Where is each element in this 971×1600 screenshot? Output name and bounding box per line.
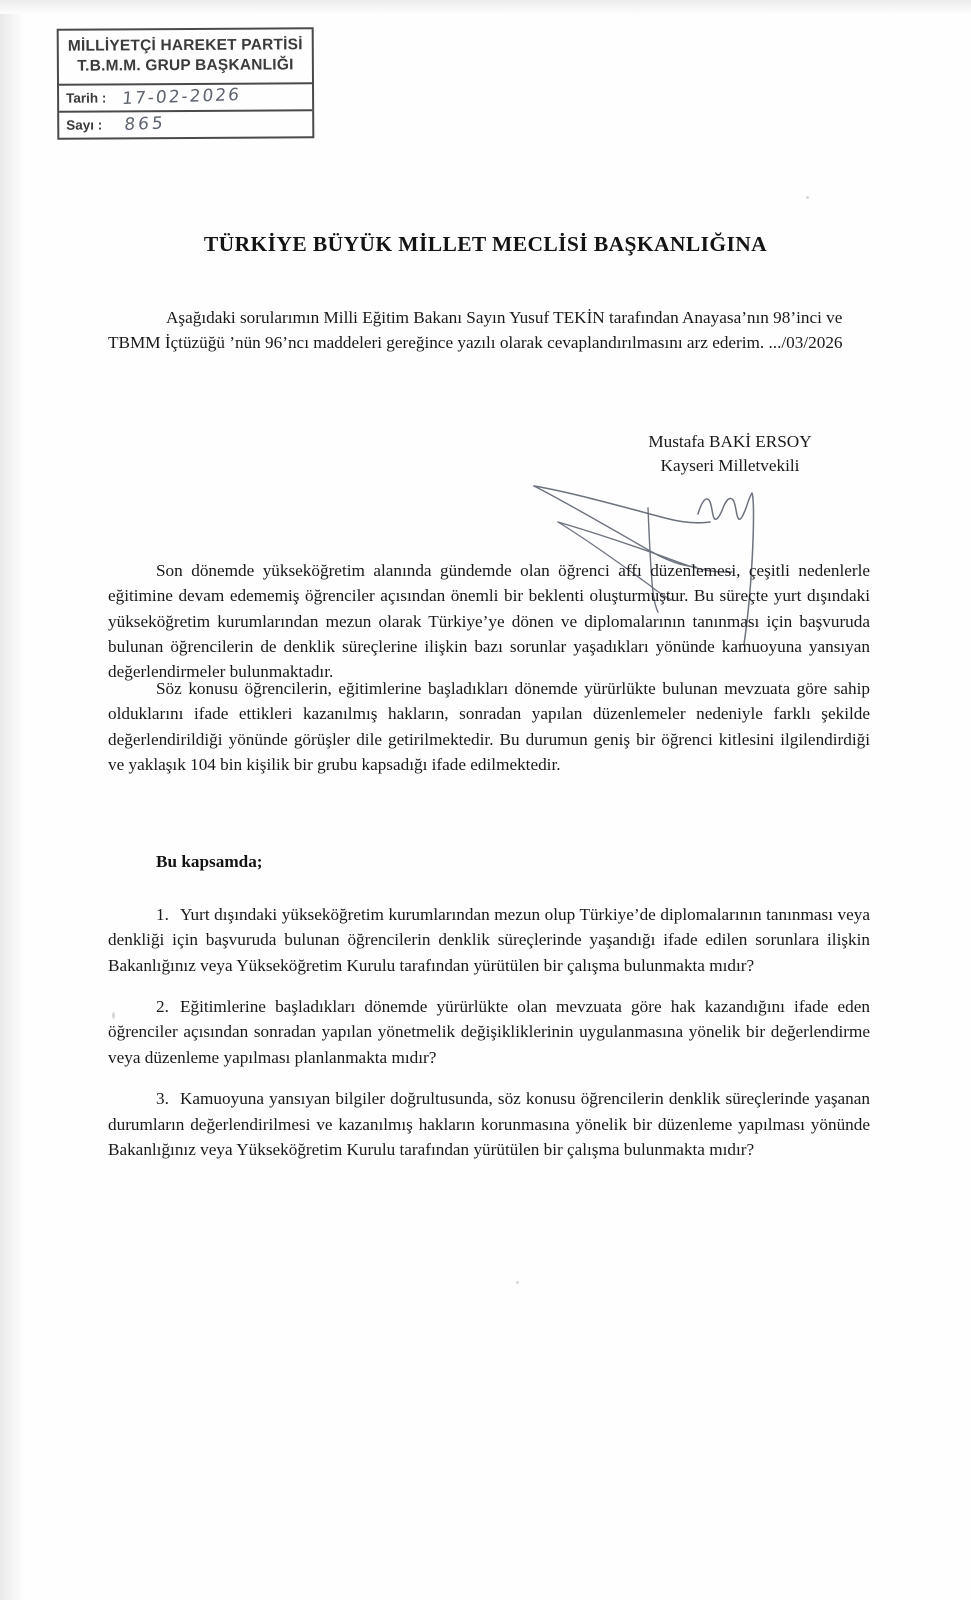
signer-name: Mustafa BAKİ ERSOY <box>648 432 812 451</box>
stamp-number-value: 865 <box>123 113 167 136</box>
scan-speckle <box>806 196 809 199</box>
question-item-2 <box>108 994 870 1070</box>
stamp-number-row <box>59 111 312 138</box>
paragraph-2-text: Söz konusu öğrencilerin, eğitimlerine başladıkları dönemde yürürlükte bulunan mevzuata göre sahip olduklarını ifade ettikleri kazanılmış hakların, sonradan yapılan düzenlemeler nedeniyle farklı şekilde değerlendirildiği yönünde görüşler dile getirilmektedir. Bu durumun geniş bir öğrenci kitlesini ilgilendirdiği ve yaklaşık 104 bin kişilik bir grubu kapsadığı ifade edilmektedir. <box>108 679 870 775</box>
body-paragraph-1 <box>108 558 870 685</box>
body-paragraph-2 <box>108 676 870 777</box>
question-3-text: Kamuoyuna yansıyan bilgiler doğrultusunda, söz konusu öğrencilerin denklik süreçlerinde yaşanan durumların değerlendirilmesi ve kazanılmış hakların korunmasına yönelik bir düzenleme yapılması yönünde Bakanlığınız veya Yükseköğretim Kurulu tarafından yürütülen bir çalışma bulunmakta mıdır? <box>108 1089 870 1159</box>
received-stamp <box>57 27 315 139</box>
paragraph-1-text: Son dönemde yükseköğretim alanında gündemde olan öğrenci affı düzenlemesi, çeşitli nedenlerle eğitimine devam edememiş öğrenciler açısından önemli bir beklenti oluşturmuştur. Bu süreçte yurt dışındaki yükseköğretim kurumlarından mezun olarak Türkiye’ye dönen ve diplomalarının tanınması için başvuruda bulunan öğrencilerin de denklik süreçlerine ilişkin bazı sorunlar yaşadıkları yönünde kamuoyuna yansıyan değerlendirmeler bulunmaktadır. <box>108 561 870 682</box>
stamp-number-label: Sayı : <box>66 117 103 133</box>
scope-heading-text: Bu kapsamda; <box>156 852 263 871</box>
stamp-date-row <box>59 84 312 113</box>
stamp-organization <box>59 29 312 85</box>
question-item-1 <box>108 902 870 978</box>
scan-edge-top-shadow <box>0 0 971 14</box>
scan-speckle <box>516 1281 519 1284</box>
question-3-number: 3. <box>156 1089 169 1109</box>
body-paragraph-2-container <box>108 676 870 792</box>
signature-block <box>560 430 900 479</box>
question-2-number: 2. <box>156 997 169 1017</box>
intro-paragraph <box>108 305 870 356</box>
intro-text: Aşağıdaki sorularımın Milli Eğitim Bakanı Sayın Yusuf TEKİN tarafından Anayasa’nın 98’inci ve TBMM İçtüzüğü ’nün 96’ncı maddeleri gereğince yazılı olarak cevaplandırılmasını arz ederim. .../03/2026 <box>108 308 843 353</box>
stamp-organization-line2: T.B.M.M. GRUP BAŞKANLIĞI <box>77 56 294 75</box>
signer-title: Kayseri Milletvekili <box>660 456 800 476</box>
stamp-organization-line1: MİLLİYETÇİ HAREKET PARTİSİ <box>67 36 303 55</box>
stamp-date-label: Tarih : <box>66 90 107 106</box>
question-2-text: Eğitimlerine başladıkları dönemde yürürlükte olan mevzuata göre hak kazandığını ifade eden öğrenciler açısından sonradan yapılan yönetmelik değişikliklerinin uygulanmasına yönelik bir değerlendirme veya düzenleme yapılması planlanmakta mıdır? <box>108 997 870 1067</box>
question-1-text: Yurt dışındaki yükseköğretim kurumlarından mezun olup Türkiye’de diplomalarının tanınması veya denkliği için başvuruda bulunan öğrencilerin denklik süreçlerinde yaşandığı ifade edilen sorunlara ilişkin Bakanlığınız veya Yükseköğretim Kurulu tarafından yürütülen bir çalışma bulunmakta mıdır? <box>108 905 870 975</box>
question-1-number: 1. <box>156 905 169 924</box>
stamp-date-value: 17-02-2026 <box>121 85 242 110</box>
scope-heading <box>108 852 870 872</box>
document-title: TÜRKİYE BÜYÜK MİLLET MECLİSİ BAŞKANLIĞINA <box>203 232 768 256</box>
question-item-3 <box>108 1086 870 1162</box>
questions-list <box>108 902 870 1178</box>
